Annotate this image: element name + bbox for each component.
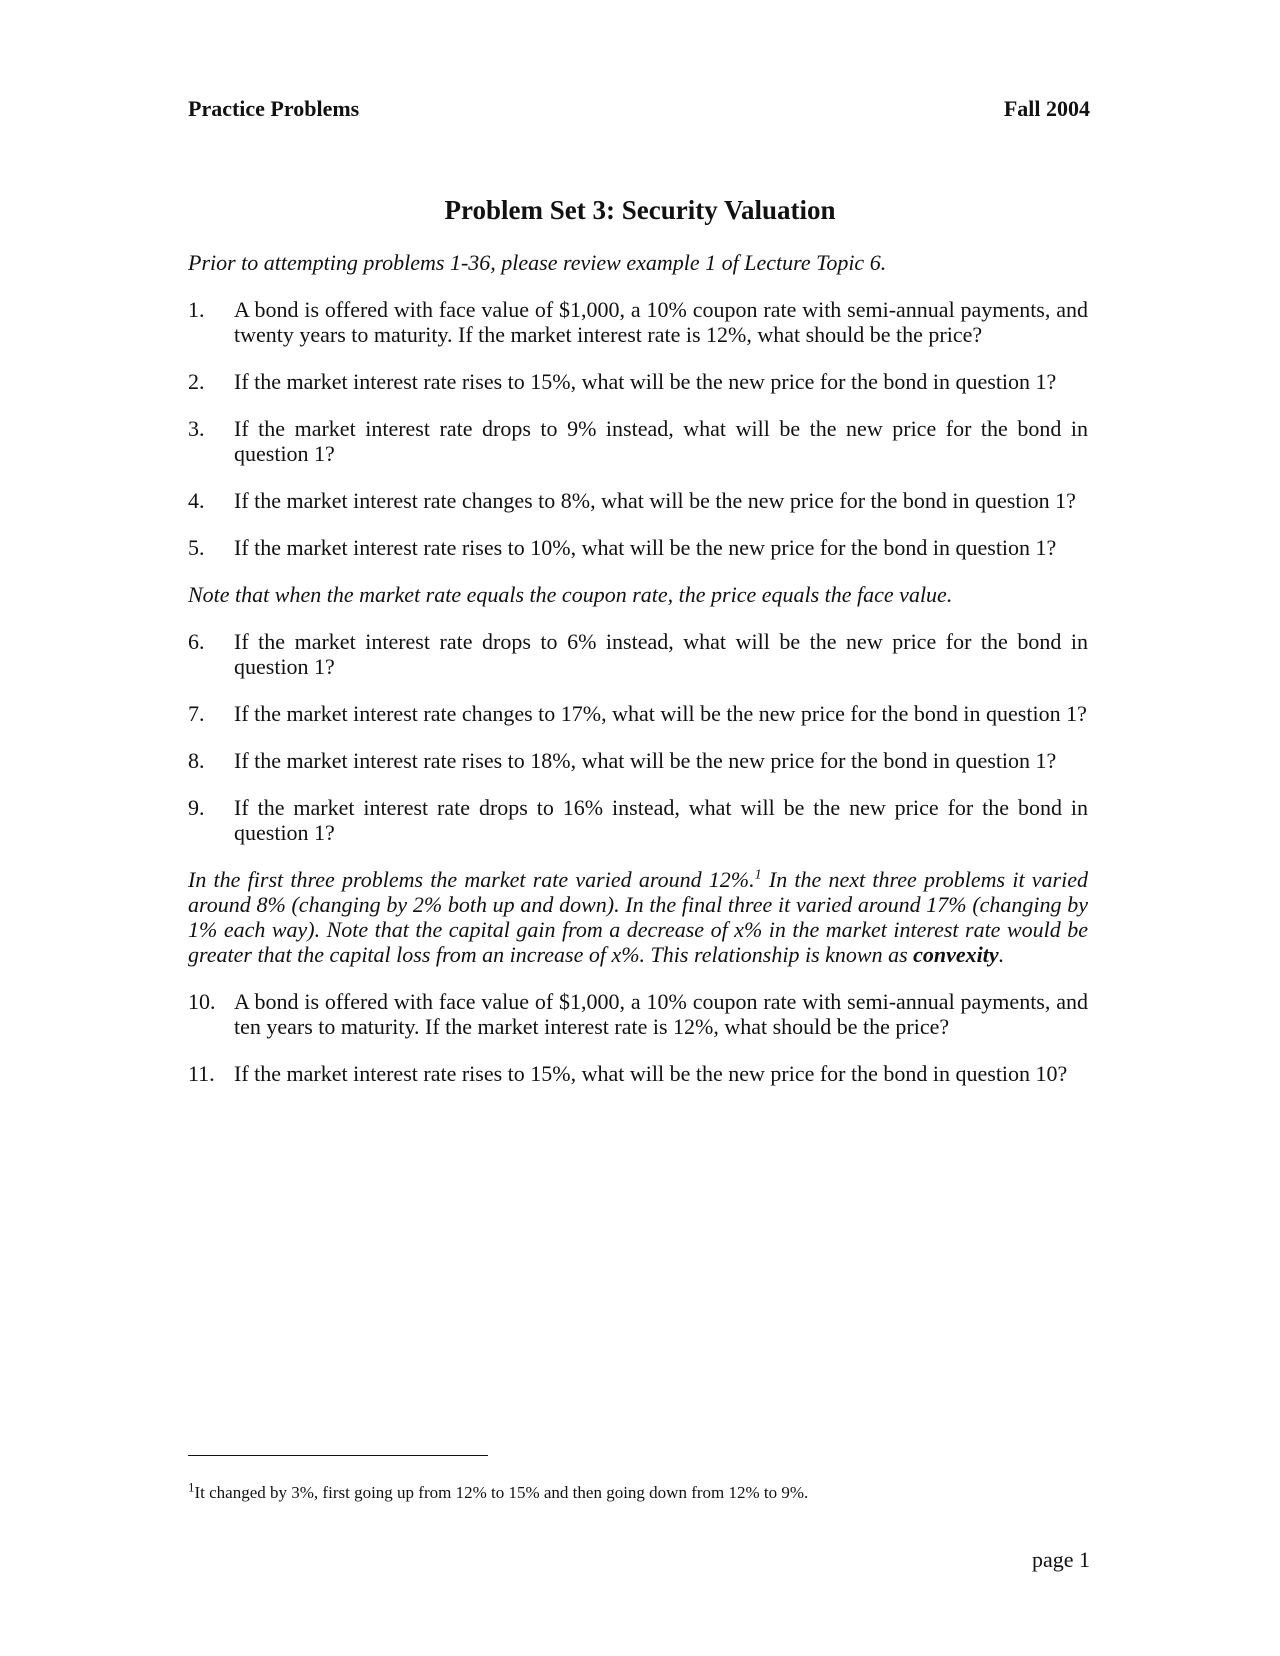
note-paragraph: Note that when the market rate equals the coupon rate, the price equals the face value.	[188, 582, 953, 607]
document-body	[188, 250, 1088, 1108]
footnote-text: It changed by 3%, first going up from 12% to 15% and then going down from 12% to 9%.	[194, 1483, 809, 1502]
convexity-text-end: .	[998, 942, 1005, 967]
page-title: Problem Set 3: Security Valuation	[444, 195, 836, 225]
problem-number: 9.	[188, 795, 205, 820]
problem-text: If the market interest rate changes to 8%, what will be the new price for the bond in question 1?	[234, 488, 1076, 513]
convexity-text-part1: In the first three problems the market rate varied around 12%.	[188, 867, 755, 892]
footnote-reference: 1	[754, 867, 762, 883]
problem-number: 4.	[188, 488, 205, 513]
problem-number: 6.	[188, 629, 205, 654]
problem-item	[188, 701, 1088, 726]
problem-item	[188, 1061, 1088, 1086]
page-number: page 1	[1031, 1547, 1090, 1572]
problem-item	[188, 629, 1088, 679]
problem-number: 5.	[188, 535, 205, 560]
problem-number: 8.	[188, 748, 205, 773]
problem-item	[188, 488, 1088, 513]
footnote-divider	[188, 1455, 488, 1456]
problem-item	[188, 297, 1088, 347]
problem-item	[188, 989, 1088, 1039]
problem-item	[188, 416, 1088, 466]
problem-item	[188, 369, 1088, 394]
problem-text: If the market interest rate changes to 17%, what will be the new price for the bond in question 1?	[234, 701, 1087, 726]
problem-number: 7.	[188, 701, 205, 726]
problem-number: 11.	[188, 1061, 215, 1086]
footnote	[188, 1479, 1088, 1504]
header-term: Fall 2004	[1003, 96, 1090, 121]
footnote-mark: 1	[188, 1479, 195, 1495]
problem-text: If the market interest rate rises to 10%, what will be the new price for the bond in question 1?	[234, 535, 1057, 560]
header-course-title: Practice Problems	[188, 96, 360, 121]
problem-number: 3.	[188, 416, 205, 441]
intro-paragraph: Prior to attempting problems 1-36, please review example 1 of Lecture Topic 6.	[188, 250, 887, 275]
problem-number: 2.	[188, 369, 205, 394]
problem-text: If the market interest rate drops to 16% instead, what will be the new price for the bond in question 1?	[234, 795, 1088, 845]
problem-text: A bond is offered with face value of $1,000, a 10% coupon rate with semi-annual payments, and ten years to maturity. If the market interest rate is 12%, what should be the price?	[234, 989, 1088, 1039]
problem-text: If the market interest rate rises to 15%, what will be the new price for the bond in question 1?	[234, 369, 1057, 394]
problem-item	[188, 748, 1088, 773]
problem-number: 10.	[188, 989, 216, 1014]
problem-text: A bond is offered with face value of $1,000, a 10% coupon rate with semi-annual payments, and twenty years to maturity. If the market interest rate is 12%, what should be the price?	[234, 297, 1088, 347]
convexity-text-part2: In the next three problems it varied around 8% (changing by 2% both up and down). In the final three it varied around 17% (changing by 1% each way). Note that the capital gain from a decrease of x% in the market interest rate would be greater that the capital loss from an increase of x%. This relationship is known as	[188, 867, 1088, 967]
problem-text: If the market interest rate rises to 15%, what will be the new price for the bond in question 10?	[234, 1061, 1068, 1086]
convexity-paragraph	[188, 867, 1088, 967]
problem-item	[188, 535, 1088, 560]
problem-item	[188, 795, 1088, 845]
problem-number: 1.	[188, 297, 205, 322]
convexity-term: convexity	[913, 942, 999, 967]
problem-text: If the market interest rate drops to 6% instead, what will be the new price for the bond in question 1?	[234, 629, 1088, 679]
problem-text: If the market interest rate rises to 18%, what will be the new price for the bond in question 1?	[234, 748, 1057, 773]
problem-text: If the market interest rate drops to 9% instead, what will be the new price for the bond in question 1?	[234, 416, 1088, 466]
